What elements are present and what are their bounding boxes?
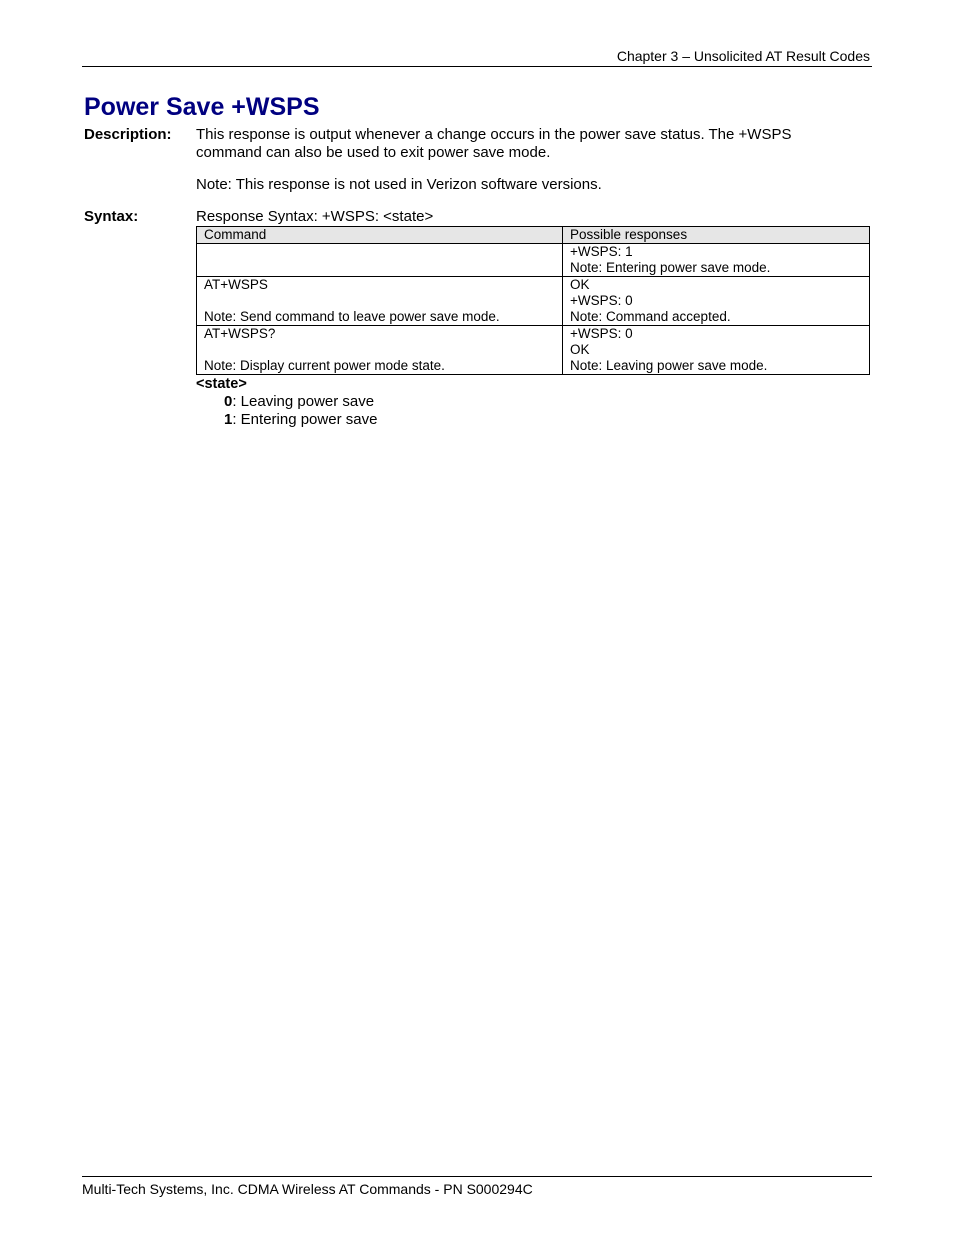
responses-cell [563,326,870,375]
page-footer [82,1176,872,1198]
column-header-responses: Possible responses [563,227,870,244]
column-header-command: Command [197,227,563,244]
command-cell [197,277,563,326]
parameter-value [224,393,374,411]
section-title: Power Save +WSPS [84,93,320,121]
command-cell [197,326,563,375]
footer-text: Multi-Tech Systems, Inc. CDMA Wireless AT Commands - PN S000294C [82,1181,533,1197]
response-line: OK [570,342,590,357]
table-row [197,244,870,277]
response-line: Note: Leaving power save mode. [570,358,768,373]
description-label: Description: [84,126,172,143]
command-cell [197,244,563,277]
command-line: AT+WSPS [204,277,268,292]
table-row [197,277,870,326]
response-line: +WSPS: 1 [570,244,633,259]
cell-spacer [204,260,555,276]
parameter-value [224,411,377,429]
parameter-name: <state> [196,376,247,392]
command-line: AT+WSPS? [204,326,276,341]
cell-spacer [204,244,555,260]
response-line: OK [570,277,590,292]
response-syntax: Response Syntax: +WSPS: <state> [196,208,434,225]
response-line: +WSPS: 0 [570,326,633,341]
table-header-row [197,227,870,244]
response-line: Note: Entering power save mode. [570,260,771,275]
responses-cell [563,244,870,277]
description-text: This response is output whenever a change occurs in the power save status. The +WSPS command can also be used to exit power save mode. [196,126,792,161]
response-line: +WSPS: 0 [570,293,633,308]
cell-spacer [204,293,555,309]
parameter-code: 0 [224,393,233,410]
cell-spacer [204,342,555,358]
description-note: Note: This response is not used in Verizon software versions. [196,176,602,193]
command-line: Note: Display current power mode state. [204,358,445,373]
responses-cell [563,277,870,326]
command-table [196,226,870,375]
table-row [197,326,870,375]
parameter-code: 1 [224,411,233,428]
chapter-title: Chapter 3 – Unsolicited AT Result Codes [616,48,870,64]
parameter-description: : Leaving power save [232,393,375,410]
parameter-description: : Entering power save [232,411,378,428]
command-line: Note: Send command to leave power save mode. [204,309,500,324]
page-header [82,47,872,67]
syntax-label: Syntax: [84,208,139,225]
response-line: Note: Command accepted. [570,309,731,324]
